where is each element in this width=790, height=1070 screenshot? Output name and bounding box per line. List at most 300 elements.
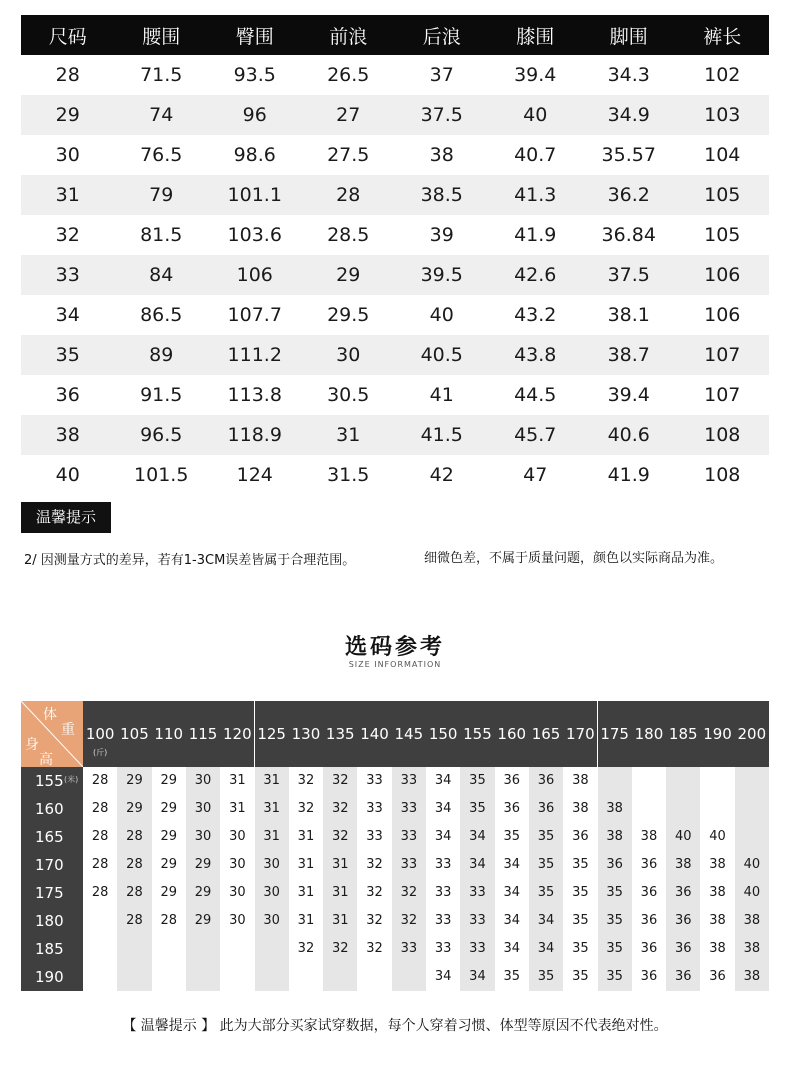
size-row [21, 335, 769, 375]
height-row-header [21, 823, 83, 851]
size-cell: 38 [429, 144, 454, 166]
size-recommendation-cell: 34 [426, 963, 460, 991]
size-cell: 40.5 [395, 335, 489, 375]
size-cell: 74 [115, 95, 209, 135]
size-recommendation-cell: 36 [563, 823, 597, 851]
size-recommendation-cell: 35 [598, 935, 632, 963]
size-recommendation-cell: 28 [117, 879, 151, 907]
selection-title: 选码参考 [344, 635, 445, 660]
size-recommendation-cell: 35 [529, 851, 563, 879]
size-row [21, 255, 769, 295]
height-value: 185 [35, 940, 64, 958]
size-recommendation-cell: 33 [392, 767, 426, 795]
size-cell: 38 [21, 415, 115, 455]
size-recommendation-cell: 38 [735, 935, 769, 963]
weight-column-header [289, 701, 323, 767]
size-recommendation-cell: 31 [255, 795, 289, 823]
size-cell: 30 [302, 335, 396, 375]
size-cell: 47 [523, 464, 548, 486]
size-recommendation-cell: 35 [563, 935, 597, 963]
size-recommendation-cell: 38 [700, 879, 734, 907]
size-recommendation-cell: 28 [83, 823, 117, 851]
size-recommendation-cell [255, 963, 289, 991]
size-recommendation-cell: 35 [495, 963, 529, 991]
weight-column-header [495, 701, 529, 767]
weight-column-header [357, 701, 391, 767]
size-recommendation-cell: 29 [152, 823, 186, 851]
size-recommendation-cell [83, 963, 117, 991]
size-cell: 40 [55, 464, 80, 486]
size-cell: 96.5 [115, 415, 209, 455]
size-recommendation-cell [735, 795, 769, 823]
size-cell: 84 [115, 255, 209, 295]
size-recommendation-cell: 32 [392, 907, 426, 935]
size-cell: 30.5 [327, 384, 370, 406]
size-cell: 81.5 [140, 224, 183, 246]
size-recommendation-cell [186, 963, 220, 991]
size-cell: 40 [489, 95, 583, 135]
size-recommendation-cell: 32 [323, 935, 357, 963]
size-cell: 106 [208, 255, 302, 295]
size-recommendation-cell: 33 [426, 935, 460, 963]
size-cell: 34 [55, 304, 80, 326]
size-header-cell: 后浪 [395, 15, 489, 55]
size-cell: 101.5 [134, 464, 189, 486]
weight-value: 145 [394, 725, 424, 743]
size-cell: 28.5 [327, 224, 370, 246]
weight-value: 190 [703, 725, 732, 743]
weight-value: 185 [668, 725, 698, 743]
size-cell: 30 [55, 144, 80, 166]
size-cell: 27 [302, 95, 396, 135]
size-recommendation-cell [598, 767, 632, 795]
size-cell: 106 [676, 255, 770, 295]
size-recommendation-cell: 31 [289, 879, 323, 907]
size-recommendation-cell: 35 [529, 879, 563, 907]
size-cell: 28 [302, 175, 396, 215]
weight-column-header [426, 701, 460, 767]
size-recommendation-cell: 38 [563, 795, 597, 823]
weight-column-header [83, 701, 117, 767]
size-recommendation-cell [666, 795, 700, 823]
size-recommendation-cell: 31 [323, 879, 357, 907]
size-cell: 43.2 [514, 304, 557, 326]
size-recommendation-cell: 32 [357, 935, 391, 963]
size-cell: 71.5 [140, 64, 183, 86]
height-value: 180 [35, 912, 64, 930]
size-recommendation-cell: 35 [460, 767, 494, 795]
size-recommendation-cell: 33 [392, 795, 426, 823]
size-recommendation-cell: 36 [632, 907, 666, 935]
size-recommendation-cell [83, 935, 117, 963]
size-recommendation-cell: 35 [563, 851, 597, 879]
height-row-header [21, 963, 83, 991]
size-cell: 28 [55, 64, 80, 86]
size-cell: 103 [676, 95, 770, 135]
size-recommendation-cell [323, 963, 357, 991]
size-cell: 31 [302, 415, 396, 455]
size-recommendation-cell: 38 [666, 851, 700, 879]
size-recommendation-cell [186, 935, 220, 963]
size-cell: 105 [704, 224, 741, 246]
size-cell: 41.9 [514, 224, 557, 246]
height-row-header [21, 907, 83, 935]
size-cell: 41 [429, 384, 454, 406]
size-recommendation-cell: 30 [255, 879, 289, 907]
size-recommendation-cell: 31 [255, 823, 289, 851]
size-cell: 35 [21, 335, 115, 375]
size-recommendation-cell: 35 [529, 963, 563, 991]
size-recommendation-cell: 29 [117, 795, 151, 823]
size-recommendation-cell: 28 [152, 907, 186, 935]
height-value: 170 [35, 856, 64, 874]
size-recommendation-cell: 30 [186, 767, 220, 795]
size-recommendation-cell: 34 [426, 823, 460, 851]
size-cell: 40 [429, 304, 454, 326]
weight-column-header [255, 701, 289, 767]
size-cell: 36 [55, 384, 80, 406]
size-recommendation-cell: 31 [289, 907, 323, 935]
size-cell: 42.6 [489, 255, 583, 295]
size-recommendation-cell: 32 [289, 767, 323, 795]
size-recommendation-cell: 28 [83, 795, 117, 823]
size-recommendation-cell: 40 [666, 823, 700, 851]
size-cell: 79 [115, 175, 209, 215]
size-recommendation-cell: 33 [357, 823, 391, 851]
size-recommendation-cell: 33 [426, 907, 460, 935]
size-cell: 38.1 [607, 304, 650, 326]
size-row [21, 215, 769, 255]
weight-column-header [735, 701, 769, 767]
color-note: 细微色差，不属于质量问题，颜色以实际商品为准。 [424, 551, 724, 566]
size-recommendation-cell: 32 [357, 851, 391, 879]
size-chart-header-row [21, 15, 769, 55]
size-cell: 86.5 [140, 304, 183, 326]
size-recommendation-cell: 36 [632, 851, 666, 879]
size-recommendation-cell: 28 [117, 907, 151, 935]
size-recommendation-cell: 35 [563, 879, 597, 907]
weight-value: 165 [531, 725, 561, 743]
size-cell: 89 [115, 335, 209, 375]
size-row [21, 415, 769, 455]
size-recommendation-cell: 30 [220, 851, 254, 879]
size-cell: 44.5 [514, 384, 557, 406]
size-cell: 106 [704, 304, 741, 326]
size-cell: 45.7 [489, 415, 583, 455]
size-recommendation-cell [289, 963, 323, 991]
size-cell: 36.84 [601, 224, 656, 246]
size-cell: 113.8 [227, 384, 282, 406]
size-cell: 27.5 [327, 144, 370, 166]
size-recommendation-cell [632, 795, 666, 823]
size-recommendation-cell: 29 [186, 907, 220, 935]
size-cell: 96 [208, 95, 302, 135]
size-recommendation-cell: 31 [255, 767, 289, 795]
size-recommendation-cell: 35 [563, 963, 597, 991]
weight-column-header [700, 701, 734, 767]
size-recommendation-cell: 29 [152, 879, 186, 907]
size-recommendation-cell: 33 [392, 935, 426, 963]
size-recommendation-cell: 36 [632, 963, 666, 991]
size-cell: 38.7 [582, 335, 676, 375]
size-recommendation-cell: 35 [598, 907, 632, 935]
size-recommendation-cell: 31 [323, 907, 357, 935]
size-row [21, 295, 769, 335]
size-recommendation-cell: 32 [289, 935, 323, 963]
size-recommendation-cell: 36 [666, 907, 700, 935]
size-recommendation-cell: 33 [426, 851, 460, 879]
size-cell: 104 [704, 144, 741, 166]
corner-height-char-1: 身 [25, 737, 39, 753]
size-cell: 42 [429, 464, 454, 486]
weight-value: 170 [566, 725, 595, 743]
height-row-header [21, 879, 83, 907]
corner-weight-char-2: 重 [61, 722, 75, 738]
size-recommendation-cell [735, 823, 769, 851]
size-recommendation-cell [632, 767, 666, 795]
size-recommendation-cell: 30 [186, 823, 220, 851]
size-cell: 39.5 [395, 255, 489, 295]
size-recommendation-cell: 33 [460, 935, 494, 963]
weight-column-header [392, 701, 426, 767]
size-cell: 107 [676, 335, 770, 375]
size-recommendation-cell: 33 [392, 851, 426, 879]
size-cell: 118.9 [208, 415, 302, 455]
weight-value: 105 [120, 725, 149, 743]
size-recommendation-cell: 31 [220, 767, 254, 795]
bottom-tip: 【 温馨提示 】 此为大部分买家试穿数据，每个人穿着习惯、体型等原因不代表绝对性。 [122, 1018, 668, 1034]
size-recommendation-cell [152, 935, 186, 963]
size-recommendation-cell: 36 [666, 879, 700, 907]
weight-column-header [598, 701, 632, 767]
size-recommendation-cell: 33 [357, 767, 391, 795]
size-recommendation-cell: 34 [426, 795, 460, 823]
size-cell: 35.57 [601, 144, 656, 166]
height-value: 165 [35, 828, 64, 846]
size-header-cell: 腰围 [115, 15, 209, 55]
size-row [21, 455, 769, 495]
weight-value: 175 [600, 725, 629, 743]
size-cell: 40.6 [582, 415, 676, 455]
size-recommendation-cell: 28 [83, 767, 117, 795]
weight-column-header [323, 701, 357, 767]
size-recommendation-cell: 33 [426, 879, 460, 907]
size-recommendation-cell: 30 [220, 907, 254, 935]
weight-value: 150 [428, 725, 458, 743]
corner-height-char-2: 高 [39, 752, 53, 767]
measurement-note: 2/ 因测量方式的差异，若有1-3CM误差皆属于合理范围。 [24, 553, 356, 568]
height-row-header [21, 935, 83, 963]
weight-column-header [563, 701, 597, 767]
size-recommendation-cell: 29 [186, 879, 220, 907]
selection-subtitle: SIZE INFORMATION [348, 660, 442, 669]
size-header-cell: 脚围 [582, 15, 676, 55]
size-cell: 101.1 [208, 175, 302, 215]
size-row [21, 175, 769, 215]
weight-column-header [666, 701, 700, 767]
size-cell: 107 [704, 384, 741, 406]
size-cell: 41.5 [395, 415, 489, 455]
size-cell: 107.7 [227, 304, 282, 326]
size-recommendation-cell: 31 [323, 851, 357, 879]
size-recommendation-cell: 38 [700, 935, 734, 963]
weight-column-header [152, 701, 186, 767]
size-recommendation-cell: 31 [289, 851, 323, 879]
size-recommendation-cell [117, 935, 151, 963]
size-recommendation-cell: 36 [495, 767, 529, 795]
weight-value: 120 [223, 725, 252, 743]
size-recommendation-cell: 35 [495, 823, 529, 851]
size-recommendation-cell: 38 [700, 851, 734, 879]
size-recommendation-cell: 36 [529, 767, 563, 795]
size-header-cell: 尺码 [21, 15, 115, 55]
size-cell: 124 [236, 464, 273, 486]
size-row [21, 95, 769, 135]
size-header-cell: 臀围 [208, 15, 302, 55]
size-recommendation-cell: 29 [152, 795, 186, 823]
size-cell: 41.3 [489, 175, 583, 215]
size-recommendation-cell: 34 [529, 907, 563, 935]
size-cell: 31 [21, 175, 115, 215]
size-cell: 93.5 [233, 64, 276, 86]
size-recommendation-cell: 38 [598, 795, 632, 823]
size-recommendation-cell: 31 [289, 823, 323, 851]
size-cell: 36.2 [582, 175, 676, 215]
tip-badge: 温馨提示 [21, 502, 111, 533]
grid-corner [21, 701, 83, 767]
size-cell: 38.5 [395, 175, 489, 215]
weight-value: 140 [360, 725, 389, 743]
weight-value: 155 [463, 725, 492, 743]
size-recommendation-cell: 36 [666, 963, 700, 991]
weight-column-header [186, 701, 220, 767]
weight-value: 125 [257, 725, 286, 743]
height-value: 160 [35, 800, 64, 818]
size-cell: 43.8 [489, 335, 583, 375]
size-cell: 39 [429, 224, 454, 246]
size-recommendation-cell: 33 [460, 879, 494, 907]
size-recommendation-cell [357, 963, 391, 991]
size-recommendation-cell: 28 [117, 851, 151, 879]
height-row-header [21, 851, 83, 879]
weight-value: 200 [737, 725, 767, 743]
size-recommendation-cell [220, 963, 254, 991]
size-recommendation-cell: 34 [460, 851, 494, 879]
size-cell: 76.5 [140, 144, 183, 166]
size-recommendation-cell: 38 [700, 907, 734, 935]
size-recommendation-cell: 32 [392, 879, 426, 907]
size-recommendation-cell: 29 [152, 767, 186, 795]
size-recommendation-cell: 40 [700, 823, 734, 851]
size-recommendation-cell: 38 [735, 907, 769, 935]
size-recommendation-cell [255, 935, 289, 963]
size-recommendation-cell [700, 767, 734, 795]
weight-column-header [220, 701, 254, 767]
size-recommendation-cell [735, 767, 769, 795]
size-recommendation-cell: 30 [255, 907, 289, 935]
size-recommendation-cell: 38 [563, 767, 597, 795]
size-recommendation-cell: 34 [426, 767, 460, 795]
size-recommendation-cell: 38 [632, 823, 666, 851]
weight-value: 130 [291, 725, 321, 743]
weight-unit: (斤) [93, 748, 108, 757]
size-recommendation-cell: 36 [495, 795, 529, 823]
size-chart-table [21, 15, 769, 495]
size-recommendation-cell: 30 [186, 795, 220, 823]
size-header-cell: 裤长 [676, 15, 770, 55]
size-recommendation-cell [152, 963, 186, 991]
size-cell: 40.7 [514, 144, 557, 166]
size-recommendation-cell: 34 [495, 907, 529, 935]
height-value: 155 [35, 772, 64, 790]
size-recommendation-cell: 34 [460, 963, 494, 991]
size-recommendation-cell: 33 [392, 823, 426, 851]
size-recommendation-cell: 36 [529, 795, 563, 823]
size-recommendation-cell: 36 [632, 879, 666, 907]
size-recommendation-cell: 33 [357, 795, 391, 823]
size-recommendation-cell [700, 795, 734, 823]
size-recommendation-cell [117, 963, 151, 991]
size-recommendation-cell: 36 [598, 851, 632, 879]
size-recommendation-cell: 38 [598, 823, 632, 851]
size-recommendation-cell: 40 [735, 879, 769, 907]
size-row [21, 375, 769, 415]
size-row [21, 135, 769, 175]
size-recommendation-cell: 29 [117, 767, 151, 795]
size-cell: 98.6 [233, 144, 276, 166]
size-cell: 39.4 [514, 64, 557, 86]
size-cell: 41.9 [607, 464, 650, 486]
size-recommendation-cell: 32 [323, 823, 357, 851]
size-recommendation-cell: 35 [598, 879, 632, 907]
size-recommendation-cell: 35 [598, 963, 632, 991]
size-recommendation-cell [83, 907, 117, 935]
size-cell: 32 [55, 224, 80, 246]
weight-value: 160 [497, 725, 527, 743]
height-row-header [21, 767, 83, 795]
size-recommendation-cell: 35 [529, 823, 563, 851]
height-value: 175 [35, 884, 64, 902]
size-recommendation-cell: 36 [700, 963, 734, 991]
size-recommendation-cell: 35 [460, 795, 494, 823]
size-recommendation-cell: 31 [220, 795, 254, 823]
size-cell: 34.3 [607, 64, 650, 86]
size-cell: 108 [676, 415, 770, 455]
size-recommendation-cell: 34 [495, 851, 529, 879]
size-recommendation-cell: 33 [460, 907, 494, 935]
corner-weight-char-1: 体 [43, 707, 57, 723]
size-selection-grid [21, 701, 769, 988]
size-cell: 91.5 [140, 384, 183, 406]
size-cell: 31.5 [327, 464, 370, 486]
size-recommendation-cell: 32 [357, 879, 391, 907]
size-header-cell: 前浪 [302, 15, 396, 55]
size-recommendation-cell [666, 767, 700, 795]
size-cell: 29 [302, 255, 396, 295]
size-cell: 102 [704, 64, 741, 86]
size-recommendation-cell: 38 [735, 963, 769, 991]
weight-value: 180 [634, 725, 664, 743]
size-cell: 111.2 [208, 335, 302, 375]
size-cell: 34.9 [582, 95, 676, 135]
weight-column-header [460, 701, 494, 767]
height-row-header [21, 795, 83, 823]
size-cell: 37.5 [395, 95, 489, 135]
size-recommendation-cell: 40 [735, 851, 769, 879]
size-recommendation-cell: 30 [220, 879, 254, 907]
size-recommendation-cell: 32 [323, 767, 357, 795]
size-cell: 29 [21, 95, 115, 135]
